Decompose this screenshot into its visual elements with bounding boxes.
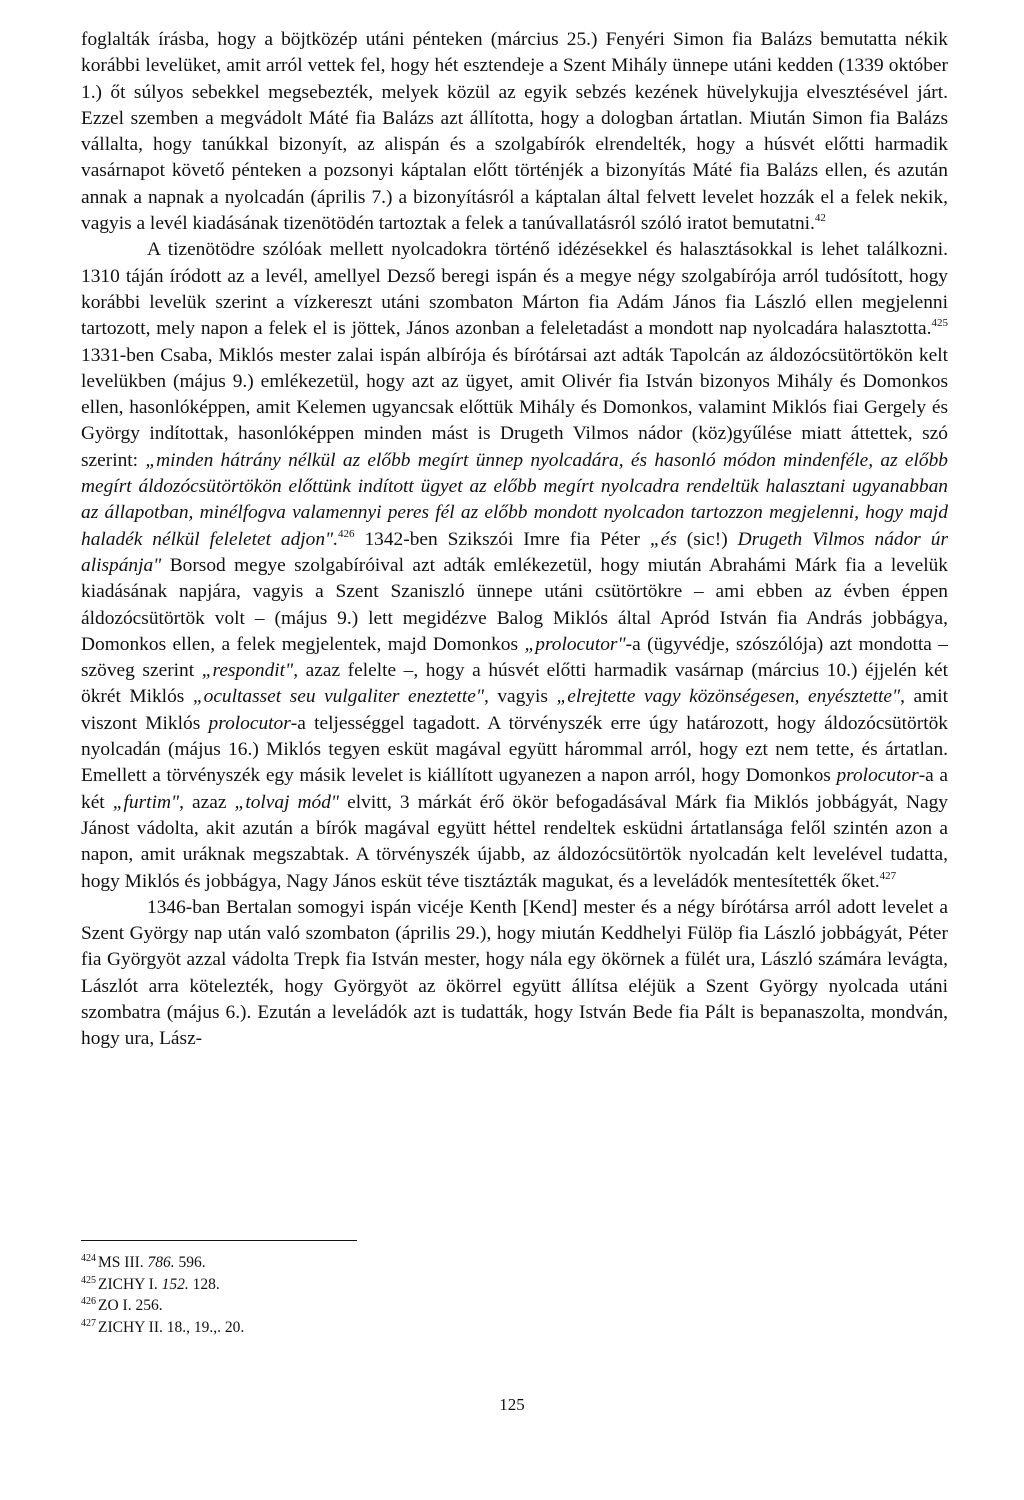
- footnotes: [81, 1252, 581, 1338]
- text-segment: 1342-ben Szikszói Imre fia Péter: [354, 528, 650, 550]
- footnote-number: 427: [81, 1317, 96, 1329]
- italic-text: prolocutor: [208, 712, 291, 734]
- footnote-text: MS III.: [98, 1254, 148, 1271]
- footnote-italic: 152.: [161, 1275, 189, 1293]
- italic-text: „és: [649, 528, 677, 550]
- text-segment: foglalták írásba, hogy a böjtközép utáni pénteken (március 25.) Fenyéri Simon fia Balázs bemutatta nékik korábbi levelüket, amit arról vettek fel, hogy hét esztendeje a Szent Mihály ünnepe utáni kedden (1339 október 1.) őt súlyos sebekkel megsebezték, melyek közül az egyik sebzés kezének hüvelykujja elvesztésével járt. Ezzel szemben a megvádolt Máté fia Balázs azt állította, hogy a dologban ártatlan. Miután Simon fia Balázs vállalta, hogy tanúkkal bizonyít, az alispán és a szolgabírók elrendelték, hogy a húsvét előtti harmadik vasárnapot követő pénteken a pozsonyi káptalan előtt történjék a bizonyítás Máté fia Balázs ellen, és azután annak a napnak a nyolcadán (április 7.) a bizonyításról a káptalan által felvett levelet hozzák el a felek nekik, vagyis a levél kiadásának tizenötödén tartoztak a felek a tanúvallatásról szóló iratot bemutatni.: [81, 29, 948, 235]
- footnote-425: [81, 1274, 581, 1296]
- text-segment: , vagyis: [483, 686, 557, 708]
- footnote-427: [81, 1317, 581, 1339]
- footnote-rest: 596.: [174, 1254, 206, 1271]
- italic-text: prolocutor: [836, 765, 919, 787]
- italic-text: „tolvaj mód": [234, 791, 340, 813]
- italic-text: „elrejtette vagy közönségesen, enyésztette": [556, 686, 901, 708]
- footnote-ref: 42: [814, 212, 826, 225]
- text-segment: -a (ügyvédje, szószólója) azt mondotta – szöveg szerint: [81, 633, 948, 682]
- footnote-italic: 786.: [147, 1254, 175, 1271]
- text-segment: A tizenötödre szólóak mellett nyolcadokra történő idézésekkel és halasztásokkal is lehet találkozni. 1310 táján íródott az a levél, amellyel Dezső beregi ispán és a megye négy szolgabírója arról tudósított, hogy korábbi levelük szerint a vízkereszt utáni szombaton Márton fia Adám János fia László ellen megjelenni tartozott, mely napon a felek el is jöttek, János azonban a feleletadást a mondott nap nyolcadára halasztotta.: [81, 239, 948, 340]
- footnote-424: [81, 1252, 581, 1274]
- body-text: [81, 27, 948, 1053]
- text-segment: elvitt, 3 márkát érő ökör befogadásával Márk fia Miklós jobbágyát, Nagy Jánost vádolta, akit azután a bírók magával együtt héttel rendeltek esküdni ártatlansága felől szintén azon a napon, amit uráknak megszabtak. A törvényszék újabb, az áldozócsütörtök nyolcadán kelt levelével tudatta, hogy Miklós és jobbágya, Nagy János esküt téve tisztázták magukat, és a leveládók mentesítették őket.: [81, 791, 948, 892]
- footnote-ref: 426: [338, 527, 355, 540]
- text-segment: 1331-ben Csaba, Miklós mester zalai ispán albírója és bírótársai azt adták Tapolcán az áldozócsütörtökön kelt levelükben (május 9.) emlékezetül, hogy azt az ügyet, amit Olivér fia István bizonyos Mihály és Domonkos ellen, hasonlóképpen, amit Kelemen ugyancsak előttük Mihály és Domonkos, valamint Miklós fiai Gergely és György indítottak, hasonlóképpen minden mást is Drugeth Vilmos nádor (köz)gyűlése miatt áttettek, szó szerint:: [81, 344, 948, 471]
- page-number: 125: [499, 1395, 525, 1414]
- italic-text: Drugeth Vilmos nádor úr alispánja": [81, 528, 949, 576]
- text-segment: , azaz: [179, 791, 235, 813]
- text-segment: 1346-ban Bertalan somogyi ispán vicéje Kenth [Kend] mester és a négy bírótársa arról adott levelet a Szent György nap után való szombaton (április 29.), hogy miután Keddhelyi Fülöp fia László jobbágyát, Péter fia Györgyöt azzal vádolta Trepk fia István mester, hogy nála egy ökörnek a fülét ura, László számára levágta, Lászlót arra kötelezték, hogy Györgyöt az ökörrel együtt állítsa eléjük a Szent György nyolcada utáni szombatra (május 6.). Ezután a leveládók azt is tudatták, hogy István Bede fia Pált is bepanaszolta, mondván, hogy ura, Lász-: [81, 896, 948, 1050]
- footnote-number: 426: [81, 1296, 96, 1307]
- paragraph-3: [81, 895, 948, 1053]
- text-segment: (sic!): [676, 528, 738, 550]
- paragraph-1: [81, 27, 948, 237]
- text-segment: -a a két: [81, 765, 948, 813]
- text-segment: , azaz felelte –, hogy a húsvét előtti harmadik vasárnap (március 10.) éjjelén két ökrét Miklós: [81, 660, 948, 708]
- text-segment: -a teljességgel tagadott. A törvényszék erre úgy határozott, hogy áldozócsütörtök nyolcadán (május 16.) Miklós tegyen esküt magával együtt hárommal arról, hogy ezt nem tette, és ártatlan. Emellett a törvényszék egy másik levelet is kiállított ugyanezen a napon arról, hogy Domonkos: [81, 712, 948, 787]
- footnote-rest: 128.: [188, 1275, 220, 1293]
- italic-text: „minden hátrány nélkül az előbb megírt ünnep nyolcadára, és hasonló módon mindenféle, az előbb megírt áldozócsütörtökön előttünk indított ügyet az előbb megírt nyolcadra rendeltük halasztani ugyanabban az állapotban, minélfogva valamennyi peres fél az előbb mondott nyolcadon tartozzon megjelenni, hogy majd haladék nélkül feleletet adjon".: [81, 449, 948, 550]
- footnote-text: ZICHY I.: [98, 1275, 162, 1293]
- paragraph-2: [81, 237, 948, 894]
- text-segment: Borsod megye szolgabíróival azt adták emlékezetül, hogy miután Abrahámi Márk fia a levelük kiadásának napjára, vagyis a Szent Szaniszló ünnepe utáni csütörtökre – ami ebben az évben éppen áldozócsütörtök volt – (május 9.) lett megidézve Balog Miklós által Apród István fia András jobbágya, Domonkos ellen, a felek megjelentek, majd Domonkos: [81, 554, 948, 655]
- text-segment: , amit viszont Miklós: [81, 686, 948, 734]
- italic-text: „furtim": [112, 791, 180, 813]
- footnote-text: ZICHY II. 18., 19.,. 20.: [98, 1318, 245, 1336]
- italic-text: „prolocutor": [524, 633, 626, 655]
- footnote-ref: 427: [879, 869, 897, 882]
- footnote-number: 424: [81, 1253, 96, 1264]
- italic-text: „ocultasset seu vulgaliter eneztette": [192, 686, 484, 708]
- footnote-ref: 425: [931, 317, 948, 330]
- italic-text: „respondit": [201, 660, 294, 682]
- footnote-text: ZO I. 256.: [98, 1297, 163, 1314]
- footnote-number: 425: [81, 1274, 96, 1286]
- footnote-426: [81, 1295, 581, 1317]
- footnote-divider: [81, 1240, 357, 1241]
